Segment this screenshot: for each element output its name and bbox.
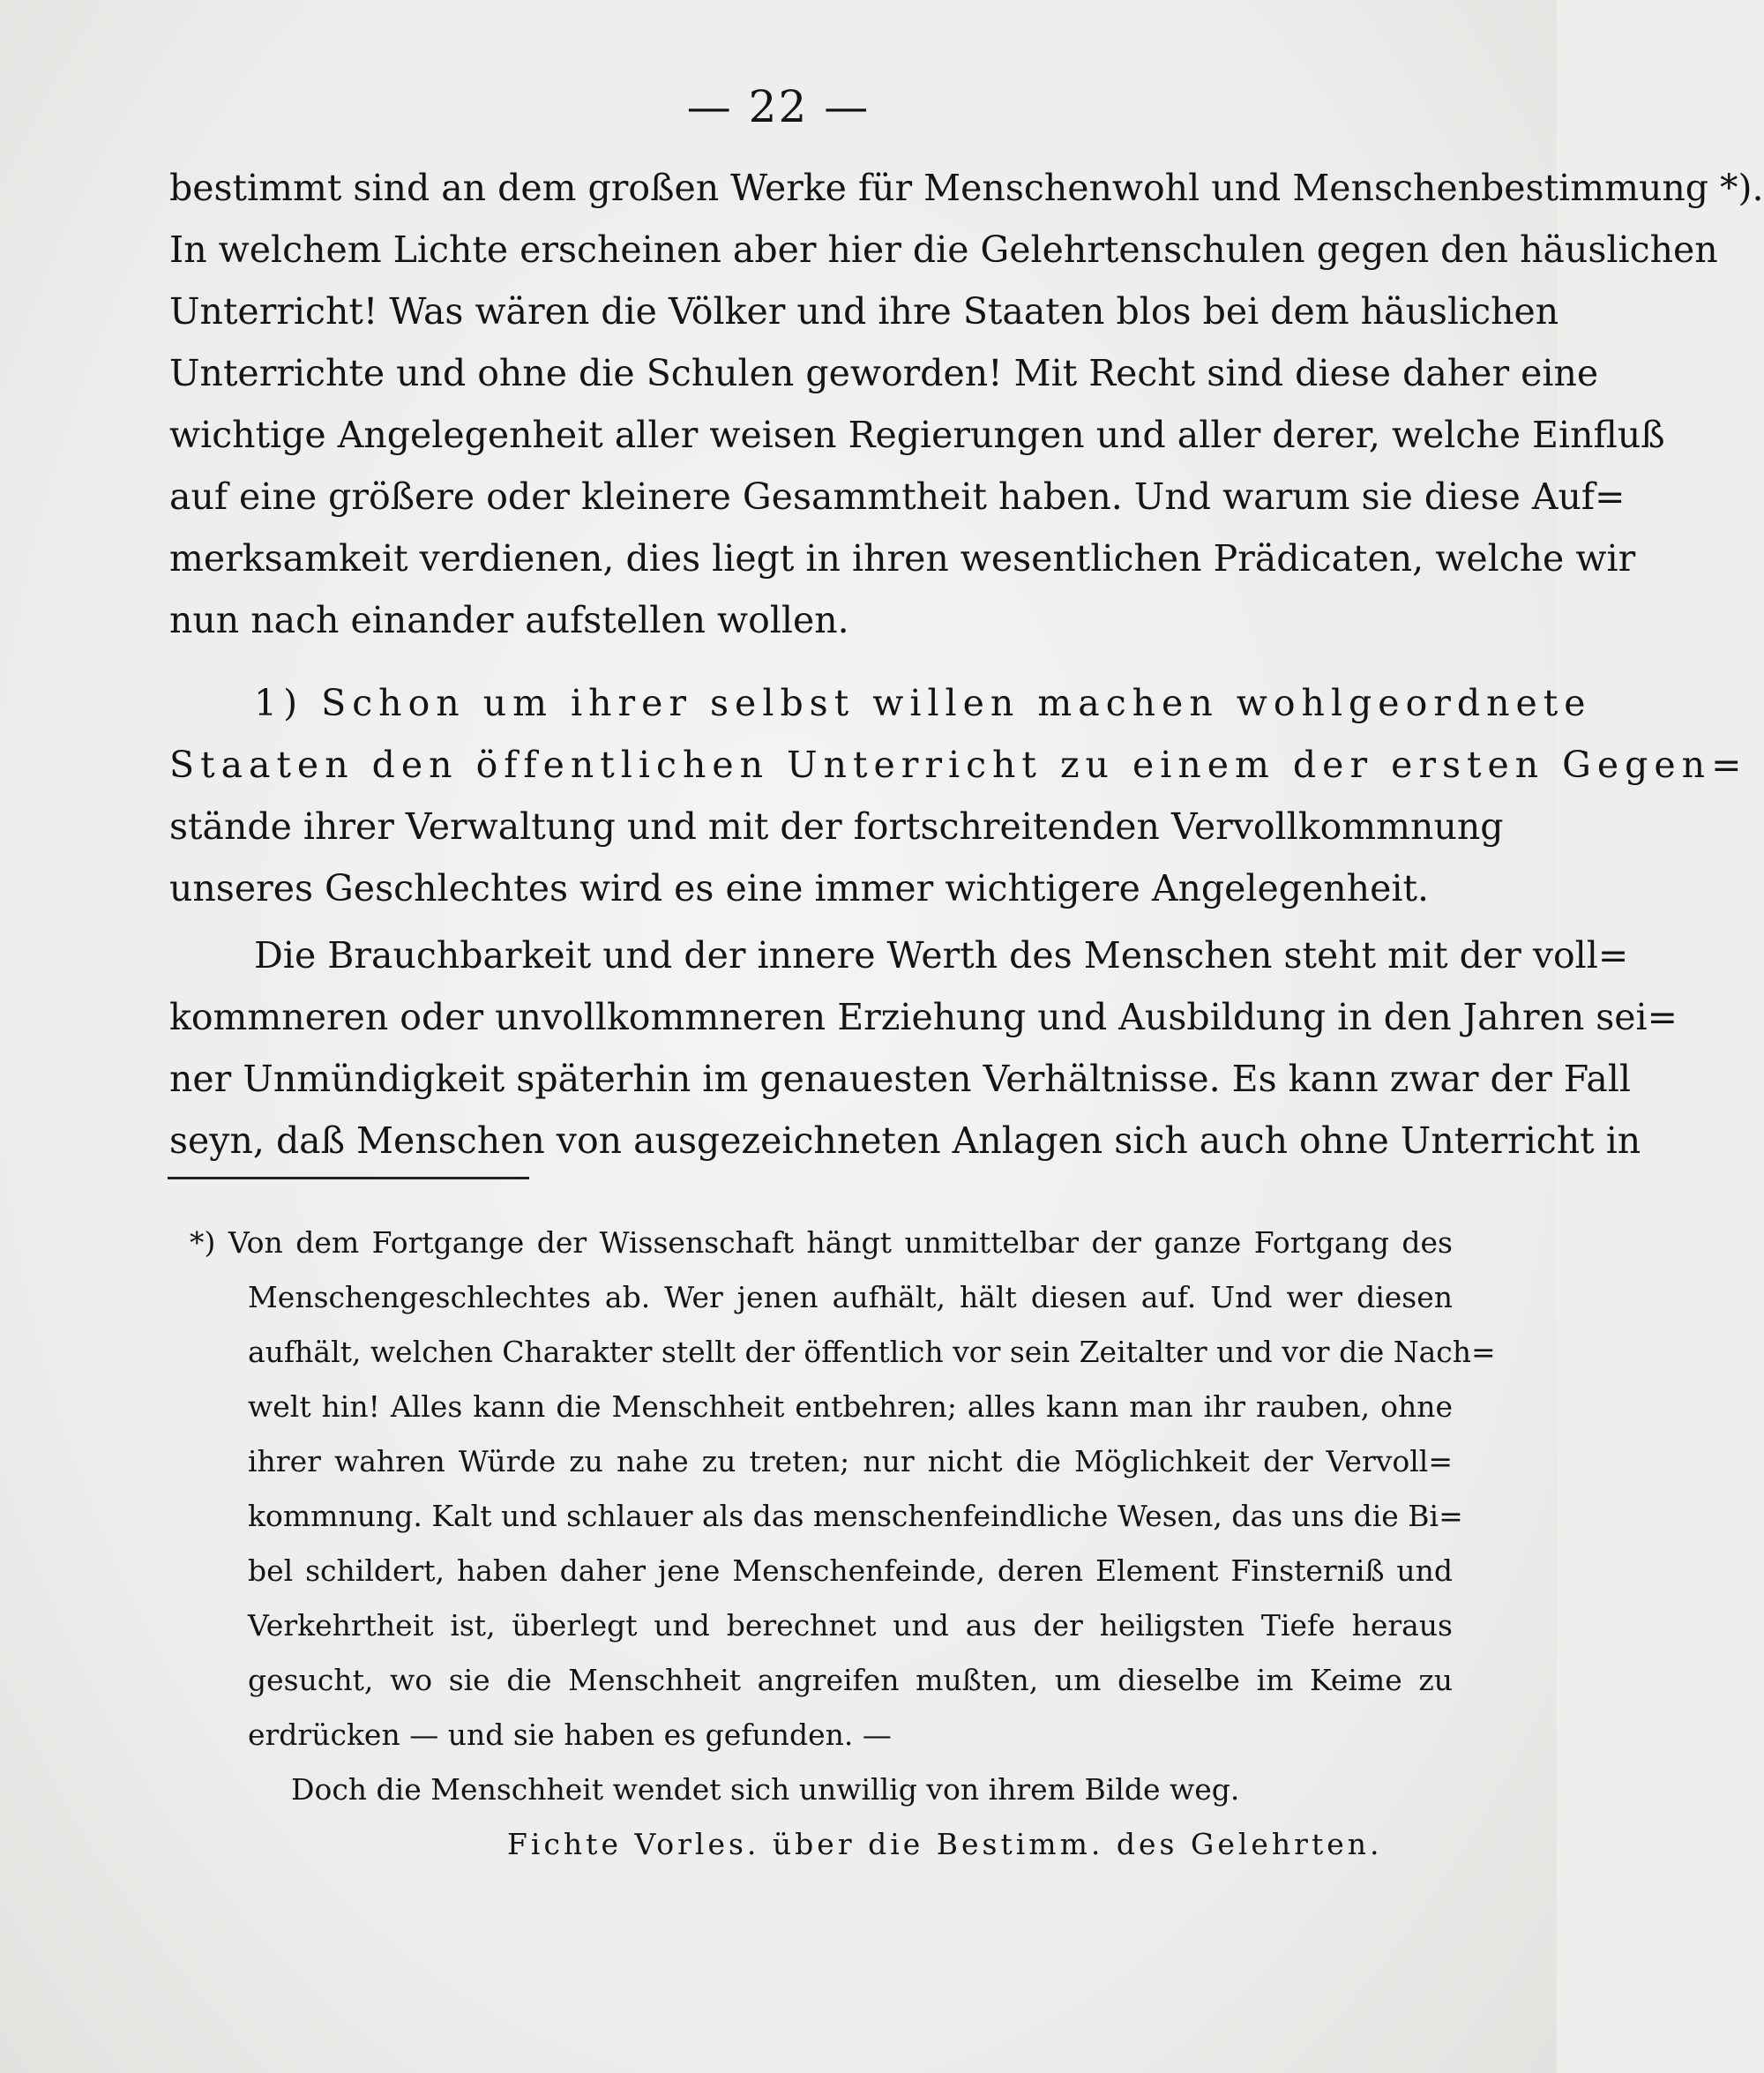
footnote-line: ihrer wahren Würde zu nahe zu treten; nur nicht die Möglichkeit der Vervoll= [248,1444,1453,1478]
footnote-line: bel schildert, haben daher jene Menschenfeinde, deren Element Finsterniß und [248,1553,1453,1588]
text-line: kommneren oder unvollkommneren Erziehung und Ausbildung in den Jahren sei= [169,996,1678,1038]
text-line: wichtige Angelegenheit aller weisen Regierungen und aller derer, welche Einfluß [169,414,1665,456]
section-heading-line: 1) Schon um ihrer selbst willen machen wohlgeordnete [254,682,1592,724]
footnote-line: kommnung. Kalt und schlauer als das menschenfeindliche Wesen, das uns die Bi= [248,1499,1463,1533]
text-line: stände ihrer Verwaltung und mit der fortschreitenden Vervollkommnung [169,805,1504,848]
text-line: auf eine größere oder kleinere Gesammtheit haben. Und warum sie diese Auf= [169,475,1626,518]
page-number: — 22 — [686,81,871,132]
footnote-line: aufhält, welchen Charakter stellt der öffentlich vor sein Zeitalter und vor die Nach= [248,1335,1496,1369]
footnote-separator [168,1177,529,1179]
footnote-attribution: Fichte Vorles. über die Bestimm. des Gelehrten. [507,1827,1383,1861]
text-line: nun nach einander aufstellen wollen. [169,599,849,641]
text-line: Die Brauchbarkeit und der innere Werth des Menschen steht mit der voll= [254,934,1629,977]
footnote-line: erdrücken — und sie haben es gefunden. — [248,1718,892,1752]
text-line: unseres Geschlechtes wird es eine immer wichtigere Angelegenheit. [169,867,1429,909]
footnote-line: Verkehrtheit ist, überlegt und berechnet und aus der heiligsten Tiefe heraus [248,1608,1453,1643]
footnote-line: welt hin! Alles kann die Menschheit entbehren; alles kann man ihr rauben, ohne [248,1389,1453,1424]
text-line: In welchem Lichte erscheinen aber hier die Gelehrtenschulen gegen den häuslichen [169,228,1718,271]
footnote-line: *) Von dem Fortgange der Wissenschaft hängt unmittelbar der ganze Fortgang des [190,1225,1453,1260]
footnote [190,1216,1496,1872]
section-heading-line: Staaten den öffentlichen Unterricht zu einem der ersten Gegen= [169,744,1748,786]
text-line: merksamkeit verdienen, dies liegt in ihren wesentlichen Prädicaten, welche wir [169,537,1636,580]
main-text [169,157,1764,1171]
text-line: ner Unmündigkeit späterhin im genauesten Verhältnisse. Es kann zwar der Fall [169,1058,1632,1100]
footnote-line: Menschengeschlechtes ab. Wer jenen aufhält, hält diesen auf. Und wer diesen [248,1280,1453,1314]
footnote-quote: Doch die Menschheit wendet sich unwillig von ihrem Bilde weg. [291,1772,1240,1807]
text-line: bestimmt sind an dem großen Werke für Menschenwohl und Menschenbestimmung *). [169,167,1764,209]
text-line: Unterricht! Was wären die Völker und ihre Staaten blos bei dem häuslichen [169,290,1559,333]
text-line: seyn, daß Menschen von ausgezeichneten Anlagen sich auch ohne Unterricht in [169,1119,1641,1162]
text-line: Unterrichte und ohne die Schulen geworden! Mit Recht sind diese daher eine [169,352,1599,394]
footnote-line: gesucht, wo sie die Menschheit angreifen mußten, um dieselbe im Keime zu [248,1663,1453,1697]
